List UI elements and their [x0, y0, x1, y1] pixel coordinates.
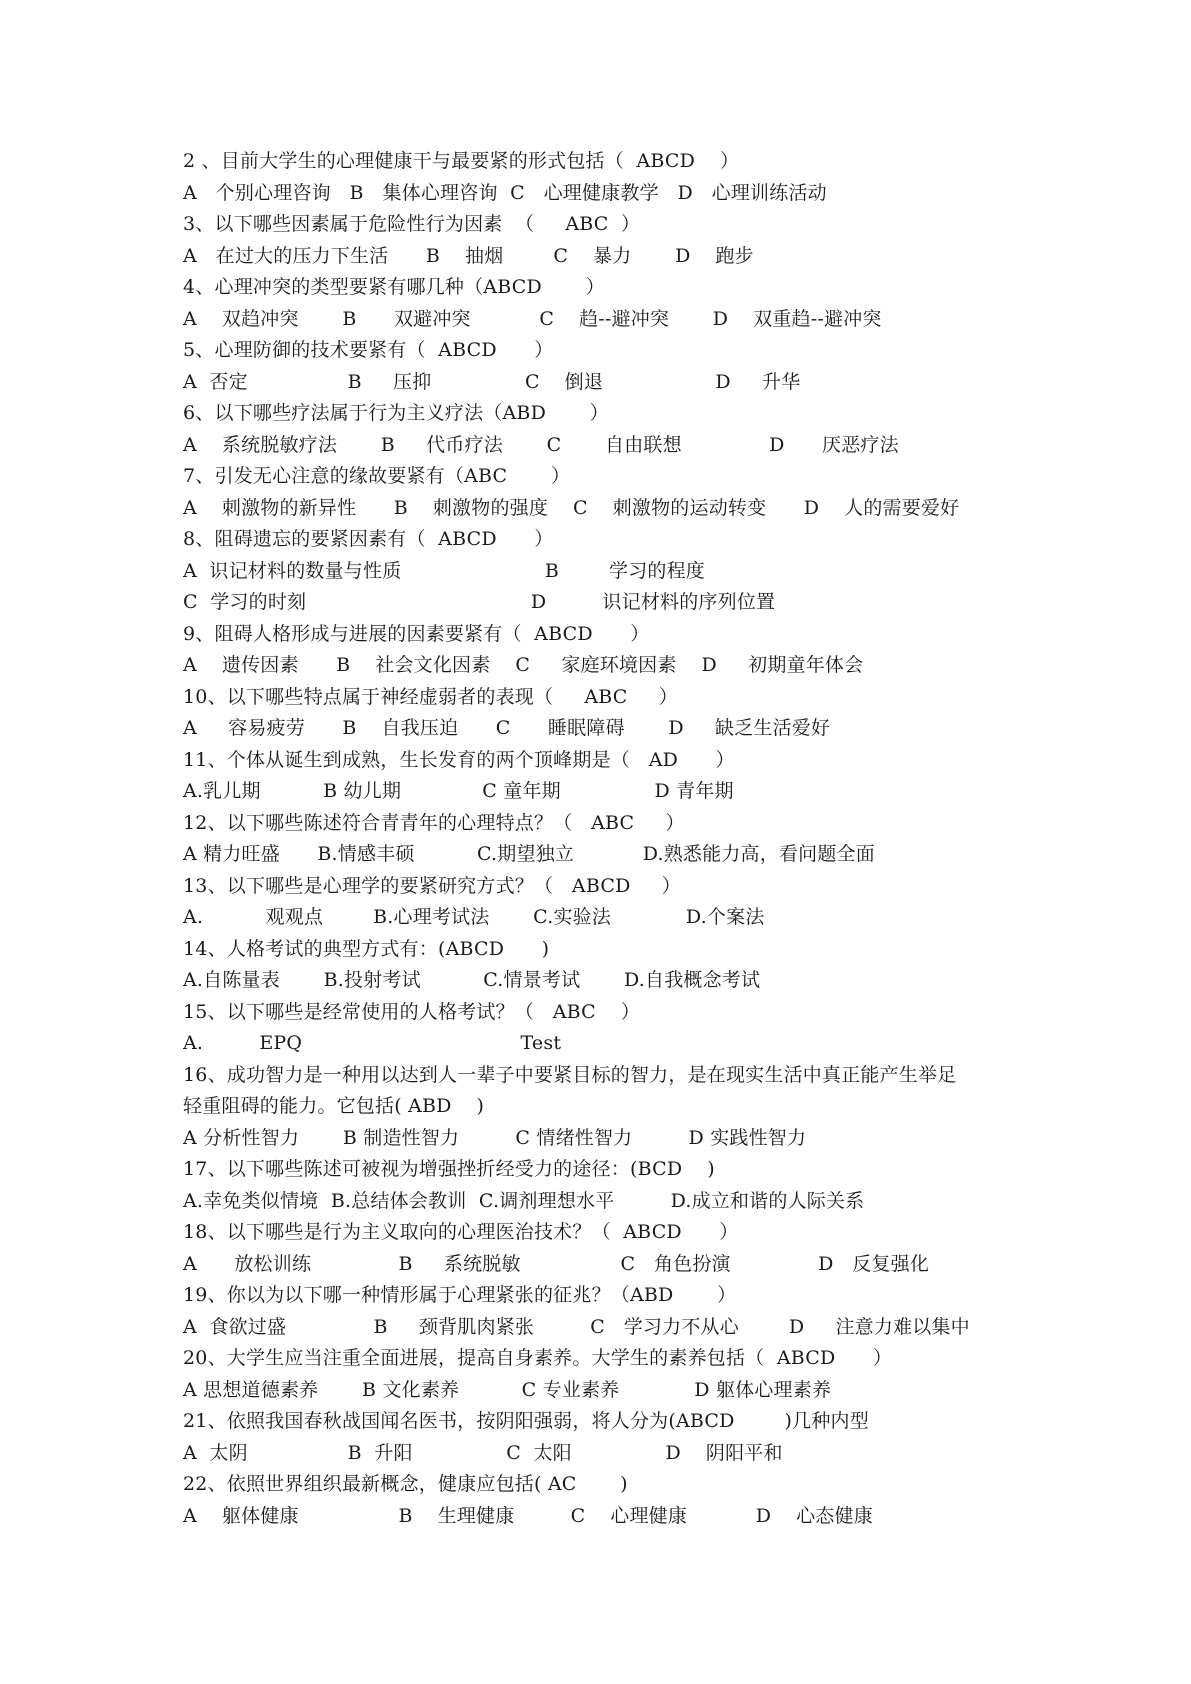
options-line: A 食欲过盛 B 颈背肌肉紧张 C 学习力不从心 D 注意力难以集中 [183, 1315, 970, 1338]
question-line: 4、心理冲突的类型要紧有哪几种（ABCD ） [183, 276, 605, 298]
options-line: A.乳儿期 B 幼儿期 C 童年期 D 青年期 [183, 780, 734, 802]
options-line: A 系统脱敏疗法 B 代币疗法 C 自由联想 D 厌恶疗法 [183, 433, 899, 456]
question-line: 10、以下哪些特点属于神经虚弱者的表现（ ABC ） [183, 685, 678, 708]
question-line: 13、以下哪些是心理学的要紧研究方式？（ ABCD ） [183, 874, 681, 897]
options-line: A 躯体健康 B 生理健康 C 心理健康 D 心态健康 [183, 1504, 873, 1527]
options-line: A 个别心理咨询 B 集体心理咨询 C 心理健康教学 D 心理训练活动 [183, 181, 827, 204]
question-line: 3、以下哪些因素属于危险性行为因素 （ ABC ） [183, 213, 641, 235]
question-line: 15、以下哪些是经常使用的人格考试？（ ABC ） [183, 1000, 641, 1023]
question-line: 14、人格考试的典型方式有：(ABCD ) [183, 937, 550, 960]
question-line: 20、大学生应当注重全面进展，提高自身素养。大学生的素养包括（ ABCD ） [183, 1347, 893, 1369]
options-line: A 精力旺盛 B.情感丰硕 C.期望独立 D.熟悉能力高，看问题全面 [183, 843, 875, 865]
options-line: A 双趋冲突 B 双避冲突 C 趋--避冲突 D 双重趋--避冲突 [183, 307, 882, 330]
options-line: A 思想道德素养 B 文化素养 C 专业素养 D 躯体心理素养 [183, 1378, 832, 1401]
options-line: A. 观观点 B.心理考试法 C.实验法 D.个案法 [183, 906, 765, 928]
options-line: A 在过大的压力下生活 B 抽烟 C 暴力 D 跑步 [183, 244, 754, 267]
options-line: A 太阴 B 升阳 C 太阳 D 阴阳平和 [183, 1441, 783, 1464]
options-line: A.自陈量表 B.投射考试 C.情景考试 D.自我概念考试 [183, 969, 761, 991]
question-line: 7、引发无心注意的缘故要紧有（ABC ） [183, 465, 571, 487]
question-line: 11、个体从诞生到成熟，生长发育的两个顶峰期是（ AD ） [183, 748, 735, 771]
options-line: A 刺激物的新异性 B 刺激物的强度 C 刺激物的运动转变 D 人的需要爱好 [183, 496, 960, 519]
question-line: 16、成功智力是一种用以达到人一辈子中要紧目标的智力，是在现实生活中真正能产生举足 [183, 1063, 957, 1086]
options-line: A 否定 B 压抑 C 倒退 D 升华 [183, 370, 801, 393]
question-line: 9、阻碍人格形成与进展的因素要紧有（ ABCD ） [183, 622, 650, 645]
question-line: 2 、目前大学生的心理健康干与最要紧的形式包括（ ABCD ） [183, 150, 740, 172]
question-line: 21、依照我国春秋战国闻名医书，按阴阳强弱，将人分为(ABCD )几种内型 [183, 1410, 869, 1432]
question-line: 8、阻碍遗忘的要紧因素有（ ABCD ） [183, 528, 554, 550]
question-list [183, 146, 1043, 1532]
options-line: A.幸免类似情境 B.总结体会教训 C.调剂理想水平 D.成立和谐的人际关系 [183, 1189, 865, 1212]
options-line: C 学习的时刻 D 识记材料的序列位置 [183, 591, 776, 613]
options-line: A 放松训练 B 系统脱敏 C 角色扮演 D 反复强化 [183, 1252, 930, 1275]
options-line: A. EPQ Test [183, 1032, 562, 1054]
question-line: 19、你以为以下哪一种情形属于心理紧张的征兆？（ABD ） [183, 1284, 737, 1306]
options-line: A 容易疲劳 B 自我压迫 C 睡眠障碍 D 缺乏生活爱好 [183, 717, 831, 739]
question-line: 5、心理防御的技术要紧有（ ABCD ） [183, 339, 554, 361]
question-line: 18、以下哪些是行为主义取向的心理医治技术？（ ABCD ） [183, 1221, 739, 1243]
question-line: 轻重阻碍的能力。它包括( ABD ) [183, 1095, 485, 1117]
question-line: 6、以下哪些疗法属于行为主义疗法（ABD ） [183, 402, 609, 424]
question-line: 17、以下哪些陈述可被视为增强挫折经受力的途径：(BCD ) [183, 1158, 715, 1180]
options-line: A 识记材料的数量与性质 B 学习的程度 [183, 559, 705, 582]
options-line: A 分析性智力 B 制造性智力 C 情绪性智力 D 实践性智力 [183, 1126, 807, 1149]
question-line: 22、依照世界组织最新概念，健康应包括( AC ) [183, 1473, 628, 1495]
options-line: A 遗传因素 B 社会文化因素 C 家庭环境因素 D 初期童年体会 [183, 654, 864, 676]
question-line: 12、以下哪些陈述符合青青年的心理特点？（ ABC ） [183, 811, 685, 834]
